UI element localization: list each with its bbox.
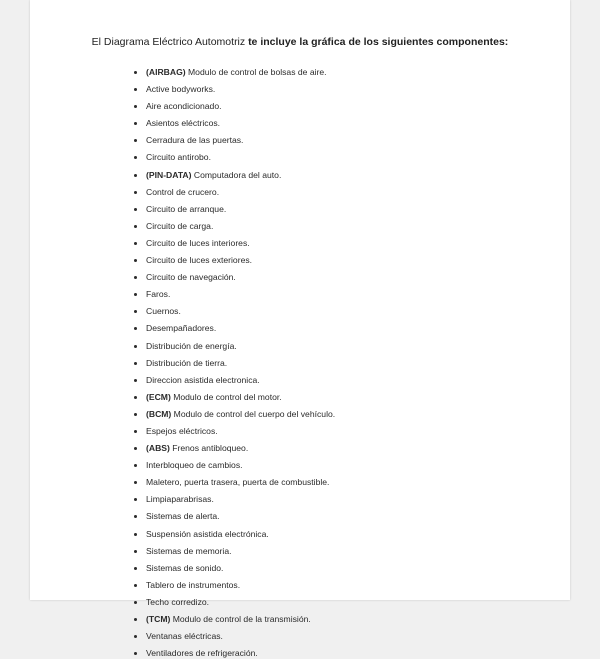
- list-item: [134, 460, 528, 471]
- list-item-text: Frenos antibloqueo.: [169, 443, 249, 454]
- list-item-text: Maletero, puerta trasera, puerta de combustible.: [146, 477, 330, 488]
- list-item: [134, 409, 528, 420]
- list-item-text: Modulo de control de la transmisión.: [170, 614, 311, 624]
- list-item-text: Cerradura de las puertas.: [146, 135, 244, 146]
- list-item: [134, 597, 528, 608]
- list-item: [134, 477, 528, 488]
- list-item: [134, 204, 528, 215]
- document-content: [30, 0, 570, 659]
- list-item: [134, 152, 528, 163]
- list-item-text: Suspensión asistida electrónica.: [146, 528, 269, 539]
- list-item: [134, 392, 528, 403]
- list-item-text: Circuito de navegación.: [146, 272, 236, 283]
- page-title: [72, 34, 528, 51]
- list-item: [134, 443, 528, 454]
- list-item-text: Ventanas eléctricas.: [146, 631, 223, 642]
- list-item-text: Circuito antirobo.: [146, 152, 211, 163]
- list-item: [134, 84, 528, 95]
- list-item: [134, 426, 528, 437]
- list-item-text: Sistemas de sonido.: [146, 562, 224, 573]
- page-title-lead: El Diagrama Eléctrico Automotriz: [91, 36, 249, 48]
- list-item: [134, 358, 528, 369]
- list-item-text: Asientos eléctricos.: [146, 118, 221, 129]
- list-item-text: Circuito de carga.: [146, 220, 214, 231]
- list-item: [134, 272, 528, 283]
- list-item-text: Desempañadores.: [146, 323, 217, 334]
- list-item-text: Circuito de arranque.: [146, 203, 227, 214]
- list-item: [134, 187, 528, 198]
- list-item: [134, 580, 528, 591]
- list-item: [134, 289, 528, 300]
- list-item: [134, 494, 528, 505]
- list-item: [134, 306, 528, 317]
- list-item: [134, 375, 528, 386]
- list-item: [134, 614, 528, 625]
- list-item-text: Circuito de luces interiores.: [146, 237, 250, 248]
- list-item-text: Faros.: [146, 289, 171, 300]
- list-item: [134, 135, 528, 146]
- list-item-text: Control de crucero.: [146, 186, 220, 197]
- list-item-tag: (BCM): [146, 408, 172, 419]
- list-item-text: Modulo de control de bolsas de aire.: [185, 67, 327, 77]
- list-item-text: Modulo de control del cuerpo del vehículo.: [171, 408, 336, 419]
- list-item-tag: (AIRBAG): [146, 67, 186, 77]
- list-item: [134, 323, 528, 334]
- list-item-text: Distribución de energía.: [146, 340, 237, 351]
- list-item-tag: (ECM): [146, 391, 171, 402]
- list-item-text: Modulo de control del motor.: [170, 391, 282, 402]
- list-item-tag: (ABS): [146, 443, 170, 454]
- document-page: [30, 0, 570, 659]
- list-item-text: Limpiaparabrisas.: [146, 494, 214, 505]
- list-item-text: Tablero de instrumentos.: [146, 579, 241, 590]
- list-item: [134, 563, 528, 574]
- list-item-text: Active bodyworks.: [146, 84, 216, 95]
- list-item-text: Distribución de tierra.: [146, 357, 228, 368]
- list-item: [134, 341, 528, 352]
- list-item-tag: (PIN-DATA): [146, 169, 192, 180]
- list-item-text: Direccion asistida electronica.: [146, 374, 260, 385]
- list-item: [134, 238, 528, 249]
- list-item: [134, 255, 528, 266]
- list-item-text: Aire acondicionado.: [146, 101, 222, 112]
- component-list: [72, 67, 528, 659]
- list-item: [134, 67, 528, 78]
- list-item: [134, 511, 528, 522]
- list-item-text: Ventiladores de refrigeración.: [146, 648, 258, 659]
- list-item-text: Interbloqueo de cambios.: [146, 460, 243, 471]
- list-item: [134, 170, 528, 181]
- list-item: [134, 221, 528, 232]
- list-item: [134, 546, 528, 557]
- list-item-text: Sistemas de memoria.: [146, 545, 232, 556]
- list-item: [134, 648, 528, 659]
- list-item: [134, 529, 528, 540]
- list-item: [134, 118, 528, 129]
- list-item-text: Techo corredizo.: [146, 596, 210, 607]
- list-item-text: Cuernos.: [146, 306, 181, 317]
- list-item-text: Computadora del auto.: [191, 169, 282, 180]
- list-item: [134, 631, 528, 642]
- list-item-text: Circuito de luces exteriores.: [146, 255, 253, 266]
- list-item-tag: (TCM): [146, 614, 171, 624]
- page-title-emphasis: te incluye la gráfica de los siguientes componentes:: [248, 36, 509, 48]
- list-item: [134, 101, 528, 112]
- list-item-text: Espejos eléctricos.: [146, 425, 218, 436]
- list-item-text: Sistemas de alerta.: [146, 511, 220, 522]
